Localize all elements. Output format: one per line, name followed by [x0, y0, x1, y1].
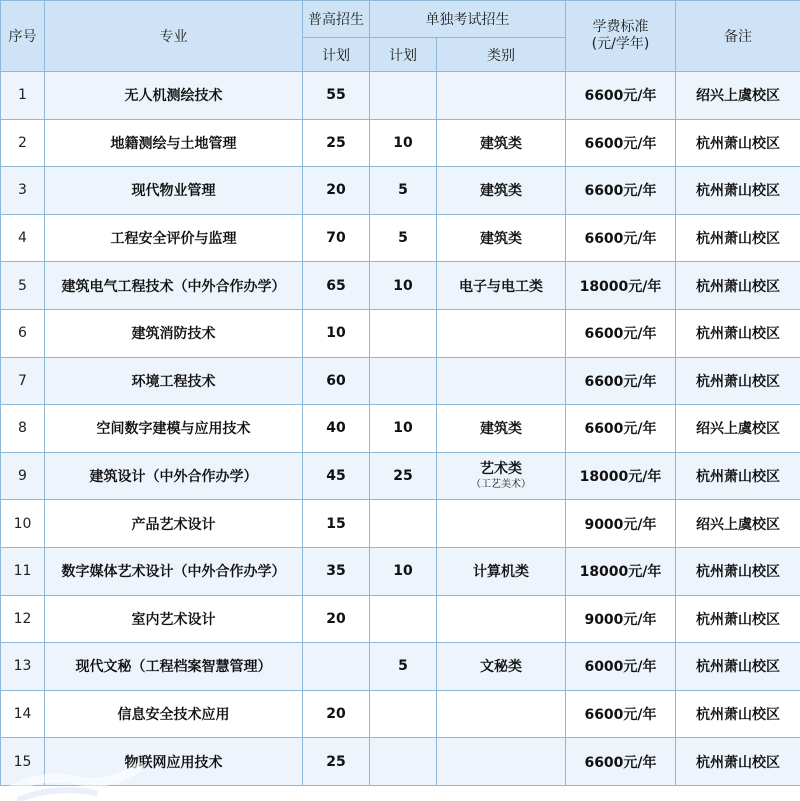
cell-no: 4: [1, 214, 45, 262]
cell-separate-plan: [370, 357, 437, 405]
table-row: [1, 500, 800, 548]
cell-general-plan: 65: [303, 262, 370, 310]
header-fee-line2: (元/学年): [591, 36, 650, 52]
cell-fee: 6600元/年: [566, 72, 676, 120]
cell-general-plan: 20: [303, 595, 370, 643]
cell-remark: 杭州萧山校区: [676, 309, 800, 357]
cell-category: 文秘类: [437, 643, 566, 691]
cell-fee: 6000元/年: [566, 643, 676, 691]
table-row: [1, 547, 800, 595]
category-sub: （工艺美术）: [471, 479, 531, 491]
cell-category: 电子与电工类: [437, 262, 566, 310]
table-header: [1, 1, 800, 72]
cell-general-plan: 60: [303, 357, 370, 405]
cell-general-plan: 45: [303, 452, 370, 500]
table-row: [1, 643, 800, 691]
cell-category: [437, 309, 566, 357]
cell-separate-plan: 25: [370, 452, 437, 500]
cell-major: 建筑电气工程技术（中外合作办学）: [45, 262, 303, 310]
cell-major: 现代文秘（工程档案智慧管理）: [45, 643, 303, 691]
cell-general-plan: 25: [303, 738, 370, 786]
cell-general-plan: 20: [303, 690, 370, 738]
cell-no: 2: [1, 119, 45, 167]
cell-category: 建筑类: [437, 167, 566, 215]
cell-general-plan: 20: [303, 167, 370, 215]
cell-general-plan: 35: [303, 547, 370, 595]
cell-category: 建筑类: [437, 405, 566, 453]
cell-general-plan: 40: [303, 405, 370, 453]
cell-major: 物联网应用技术: [45, 738, 303, 786]
header-separate-category: 类别: [437, 38, 566, 72]
cell-fee: 6600元/年: [566, 119, 676, 167]
cell-no: 3: [1, 167, 45, 215]
header-separate-plan: 计划: [370, 38, 437, 72]
table-row: [1, 738, 800, 786]
cell-separate-plan: 10: [370, 405, 437, 453]
table-row: [1, 357, 800, 405]
header-remark: 备注: [676, 1, 800, 72]
cell-fee: 6600元/年: [566, 167, 676, 215]
cell-general-plan: 70: [303, 214, 370, 262]
cell-major: 数字媒体艺术设计（中外合作办学）: [45, 547, 303, 595]
table-row: [1, 309, 800, 357]
cell-general-plan: 25: [303, 119, 370, 167]
cell-category: [437, 738, 566, 786]
cell-major: 室内艺术设计: [45, 595, 303, 643]
cell-fee: 18000元/年: [566, 262, 676, 310]
cell-separate-plan: [370, 738, 437, 786]
cell-no: 10: [1, 500, 45, 548]
table-row: [1, 262, 800, 310]
cell-separate-plan: [370, 690, 437, 738]
cell-category: [437, 595, 566, 643]
cell-general-plan: 15: [303, 500, 370, 548]
cell-separate-plan: 10: [370, 119, 437, 167]
cell-fee: 6600元/年: [566, 738, 676, 786]
cell-fee: 6600元/年: [566, 357, 676, 405]
cell-no: 13: [1, 643, 45, 691]
cell-major: 产品艺术设计: [45, 500, 303, 548]
cell-remark: 杭州萧山校区: [676, 452, 800, 500]
cell-category: 计算机类: [437, 547, 566, 595]
cell-fee: 18000元/年: [566, 547, 676, 595]
header-separate-group: 单独考试招生: [370, 1, 566, 38]
cell-remark: 绍兴上虞校区: [676, 72, 800, 120]
cell-major: 建筑设计（中外合作办学）: [45, 452, 303, 500]
cell-major: 工程安全评价与监理: [45, 214, 303, 262]
header-major: 专业: [45, 1, 303, 72]
table-row: [1, 595, 800, 643]
cell-category: 建筑类: [437, 119, 566, 167]
cell-remark: 杭州萧山校区: [676, 547, 800, 595]
cell-no: 6: [1, 309, 45, 357]
cell-fee: 6600元/年: [566, 309, 676, 357]
table-row: [1, 167, 800, 215]
cell-separate-plan: 5: [370, 214, 437, 262]
cell-major: 建筑消防技术: [45, 309, 303, 357]
cell-no: 11: [1, 547, 45, 595]
cell-major: 无人机测绘技术: [45, 72, 303, 120]
cell-general-plan: [303, 643, 370, 691]
header-no: 序号: [1, 1, 45, 72]
header-general-group: 普高招生: [303, 1, 370, 38]
header-fee: [566, 1, 676, 72]
cell-separate-plan: [370, 309, 437, 357]
cell-remark: 杭州萧山校区: [676, 262, 800, 310]
cell-fee: 9000元/年: [566, 500, 676, 548]
cell-general-plan: 10: [303, 309, 370, 357]
cell-remark: 杭州萧山校区: [676, 167, 800, 215]
cell-category: [437, 500, 566, 548]
cell-category: 建筑类: [437, 214, 566, 262]
cell-category: [437, 72, 566, 120]
table-body: [1, 72, 800, 786]
category-main: 艺术类: [480, 461, 522, 478]
cell-category: [437, 452, 566, 500]
cell-remark: 绍兴上虞校区: [676, 500, 800, 548]
cell-remark: 杭州萧山校区: [676, 643, 800, 691]
cell-remark: 杭州萧山校区: [676, 214, 800, 262]
cell-category: [437, 690, 566, 738]
cell-category: [437, 357, 566, 405]
header-general-plan: 计划: [303, 38, 370, 72]
cell-major: 信息安全技术应用: [45, 690, 303, 738]
cell-no: 7: [1, 357, 45, 405]
table-row: [1, 452, 800, 500]
cell-separate-plan: 10: [370, 262, 437, 310]
cell-no: 8: [1, 405, 45, 453]
cell-no: 12: [1, 595, 45, 643]
cell-fee: 6600元/年: [566, 214, 676, 262]
cell-major: 地籍测绘与土地管理: [45, 119, 303, 167]
cell-major: 环境工程技术: [45, 357, 303, 405]
header-fee-line1: 学费标准: [592, 19, 649, 35]
cell-separate-plan: [370, 500, 437, 548]
cell-fee: 6600元/年: [566, 405, 676, 453]
cell-no: 1: [1, 72, 45, 120]
cell-remark: 杭州萧山校区: [676, 119, 800, 167]
cell-fee: 18000元/年: [566, 452, 676, 500]
cell-no: 9: [1, 452, 45, 500]
cell-remark: 杭州萧山校区: [676, 357, 800, 405]
cell-separate-plan: [370, 72, 437, 120]
cell-fee: 9000元/年: [566, 595, 676, 643]
cell-general-plan: 55: [303, 72, 370, 120]
table-row: [1, 690, 800, 738]
cell-remark: 杭州萧山校区: [676, 690, 800, 738]
table-row: [1, 405, 800, 453]
cell-fee: 6600元/年: [566, 690, 676, 738]
cell-remark: 杭州萧山校区: [676, 738, 800, 786]
table-row: [1, 72, 800, 120]
cell-no: 14: [1, 690, 45, 738]
cell-major: 现代物业管理: [45, 167, 303, 215]
cell-separate-plan: 5: [370, 167, 437, 215]
cell-remark: 杭州萧山校区: [676, 595, 800, 643]
table-row: [1, 214, 800, 262]
cell-no: 5: [1, 262, 45, 310]
cell-no: 15: [1, 738, 45, 786]
cell-separate-plan: 5: [370, 643, 437, 691]
cell-major: 空间数字建模与应用技术: [45, 405, 303, 453]
table-row: [1, 119, 800, 167]
cell-separate-plan: [370, 595, 437, 643]
cell-separate-plan: 10: [370, 547, 437, 595]
cell-remark: 绍兴上虞校区: [676, 405, 800, 453]
